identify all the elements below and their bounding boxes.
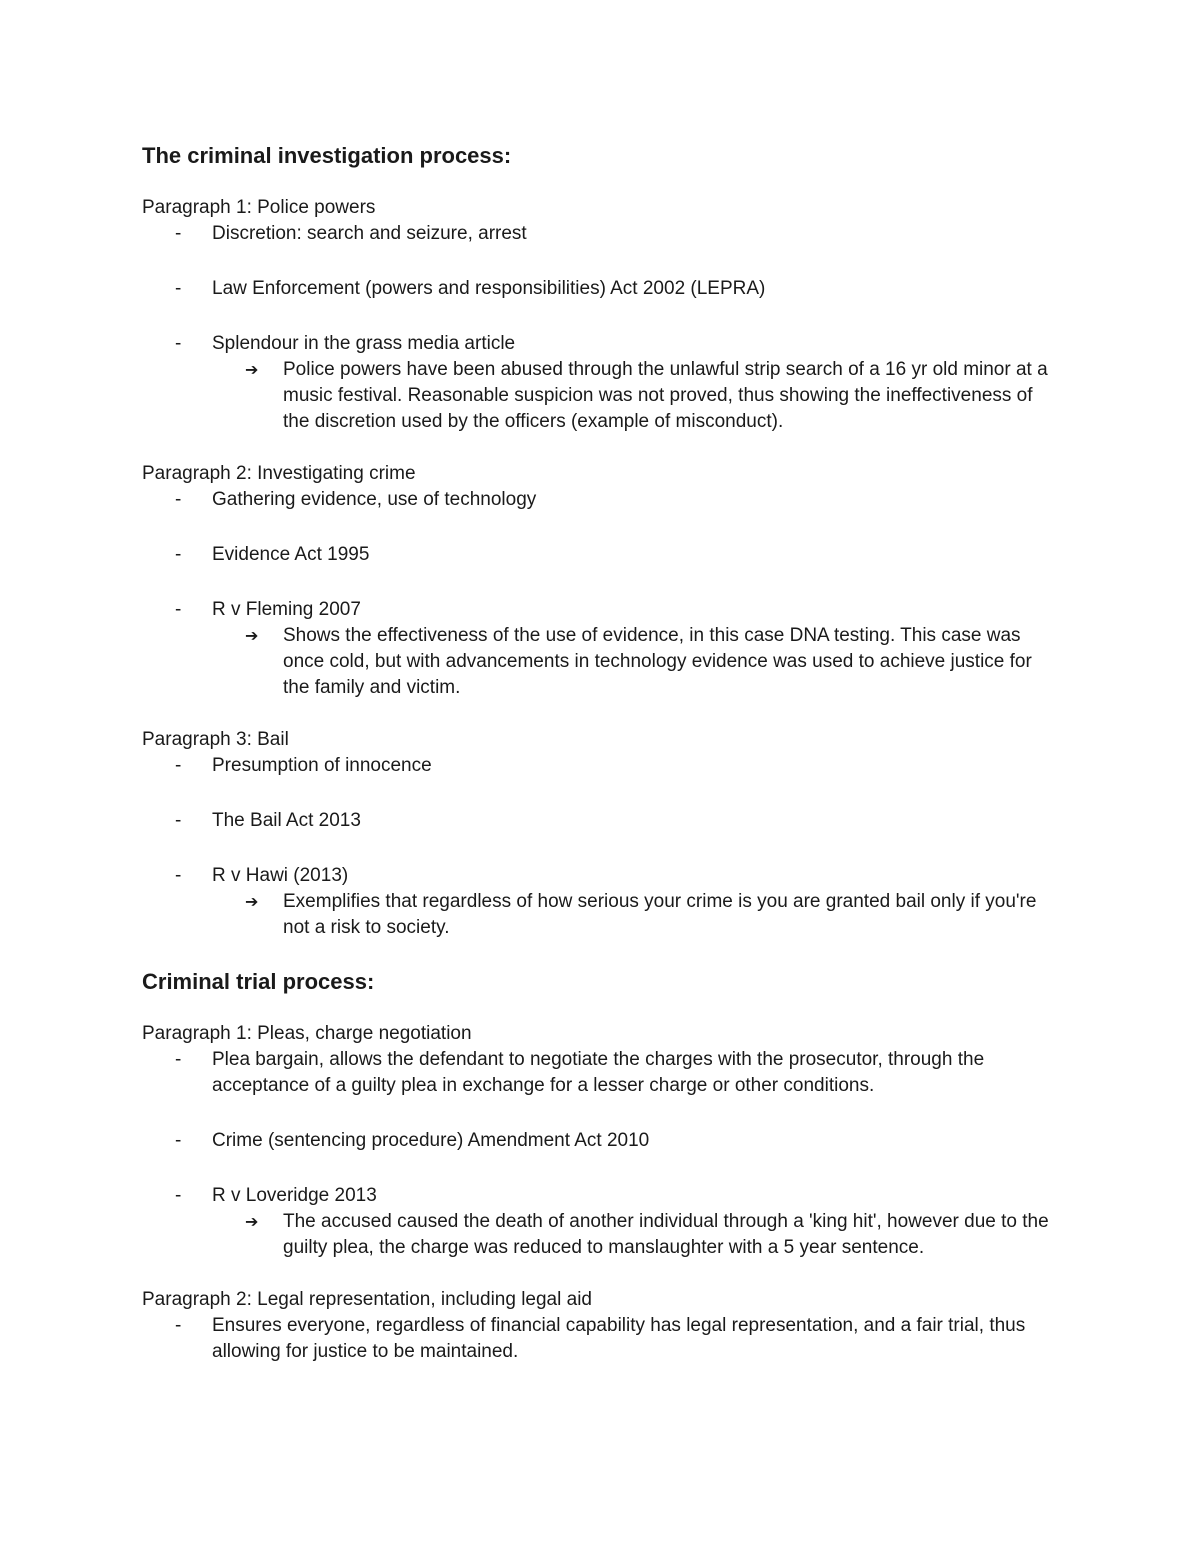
section bbox=[142, 967, 1200, 1365]
list-item bbox=[142, 1128, 1200, 1154]
sub-item-text: Exemplifies that regardless of how serious your crime is you are granted bail only if you're not a risk to society. bbox=[283, 891, 1037, 938]
sub-item bbox=[212, 1209, 1200, 1261]
list-item bbox=[142, 487, 1200, 513]
sub-item bbox=[212, 357, 1200, 435]
list-item bbox=[142, 542, 1200, 568]
list-item-text: Discretion: search and seizure, arrest bbox=[212, 223, 527, 244]
list-item bbox=[142, 331, 1200, 435]
dash-bullet: - bbox=[175, 599, 182, 620]
list-item-text: R v Fleming 2007 bbox=[212, 599, 361, 620]
list-item-text: Gathering evidence, use of technology bbox=[212, 489, 537, 510]
list-item bbox=[142, 276, 1200, 302]
list-item-text: R v Loveridge 2013 bbox=[212, 1185, 377, 1206]
section-heading: Criminal trial process: bbox=[142, 969, 375, 994]
sub-item-text: Shows the effectiveness of the use of evidence, in this case DNA testing. This case was once cold, but with advancements in technology evidence was used to achieve justice for the family and victim. bbox=[283, 625, 1032, 698]
dash-bullet: - bbox=[175, 544, 182, 565]
list-item-text: Evidence Act 1995 bbox=[212, 544, 370, 565]
paragraph-block bbox=[142, 461, 1200, 701]
sub-item bbox=[212, 889, 1200, 941]
list-item-text: R v Hawi (2013) bbox=[212, 865, 349, 886]
dash-bullet: - bbox=[175, 223, 182, 244]
section-heading: The criminal investigation process: bbox=[142, 143, 512, 168]
paragraph-block bbox=[142, 1287, 1200, 1365]
list-item-text: Law Enforcement (powers and responsibilities) Act 2002 (LEPRA) bbox=[212, 278, 766, 299]
arrow-right-icon: ➔ bbox=[245, 360, 259, 379]
list-item bbox=[142, 753, 1200, 779]
section bbox=[142, 141, 1200, 941]
paragraph-title: Paragraph 3: Bail bbox=[142, 729, 289, 750]
list-item-text: Splendour in the grass media article bbox=[212, 333, 516, 354]
list-item-text: Presumption of innocence bbox=[212, 755, 432, 776]
dash-bullet: - bbox=[175, 1185, 182, 1206]
dash-bullet: - bbox=[175, 755, 182, 776]
list-item bbox=[142, 1047, 1200, 1099]
list-item-text: Crime (sentencing procedure) Amendment Act 2010 bbox=[212, 1130, 650, 1151]
paragraph-title: Paragraph 2: Investigating crime bbox=[142, 463, 416, 484]
sub-item-text: Police powers have been abused through the unlawful strip search of a 16 yr old minor at a music festival. Reasonable suspicion was not proved, thus showing the ineffectiveness of the discretion used by the officers (example of misconduct). bbox=[283, 359, 1048, 432]
paragraph-title: Paragraph 1: Police powers bbox=[142, 197, 376, 218]
dash-bullet: - bbox=[175, 1130, 182, 1151]
list-item bbox=[142, 1183, 1200, 1261]
dash-bullet: - bbox=[175, 333, 182, 354]
dash-bullet: - bbox=[175, 1049, 182, 1070]
dash-bullet: - bbox=[175, 489, 182, 510]
list-item bbox=[142, 1313, 1200, 1365]
paragraph-title: Paragraph 1: Pleas, charge negotiation bbox=[142, 1023, 472, 1044]
dash-bullet: - bbox=[175, 278, 182, 299]
paragraph-block bbox=[142, 727, 1200, 941]
sub-item bbox=[212, 623, 1200, 701]
dash-bullet: - bbox=[175, 1315, 182, 1336]
list-item bbox=[142, 808, 1200, 834]
paragraph-block bbox=[142, 195, 1200, 435]
dash-bullet: - bbox=[175, 865, 182, 886]
dash-bullet: - bbox=[175, 810, 182, 831]
arrow-right-icon: ➔ bbox=[245, 1212, 259, 1231]
list-item-text: The Bail Act 2013 bbox=[212, 810, 361, 831]
paragraph-block bbox=[142, 1021, 1200, 1261]
list-item-text: Plea bargain, allows the defendant to negotiate the charges with the prosecutor, through the acceptance of a guilty plea in exchange for a lesser charge or other conditions. bbox=[212, 1049, 985, 1096]
paragraph-title: Paragraph 2: Legal representation, including legal aid bbox=[142, 1289, 592, 1310]
sub-item-text: The accused caused the death of another individual through a 'king hit', however due to the guilty plea, the charge was reduced to manslaughter with a 5 year sentence. bbox=[283, 1211, 1049, 1258]
list-item bbox=[142, 221, 1200, 247]
list-item-text: Ensures everyone, regardless of financial capability has legal representation, and a fair trial, thus allowing for justice to be maintained. bbox=[212, 1315, 1026, 1362]
list-item bbox=[142, 863, 1200, 941]
arrow-right-icon: ➔ bbox=[245, 626, 259, 645]
list-item bbox=[142, 597, 1200, 701]
arrow-right-icon: ➔ bbox=[245, 892, 259, 911]
